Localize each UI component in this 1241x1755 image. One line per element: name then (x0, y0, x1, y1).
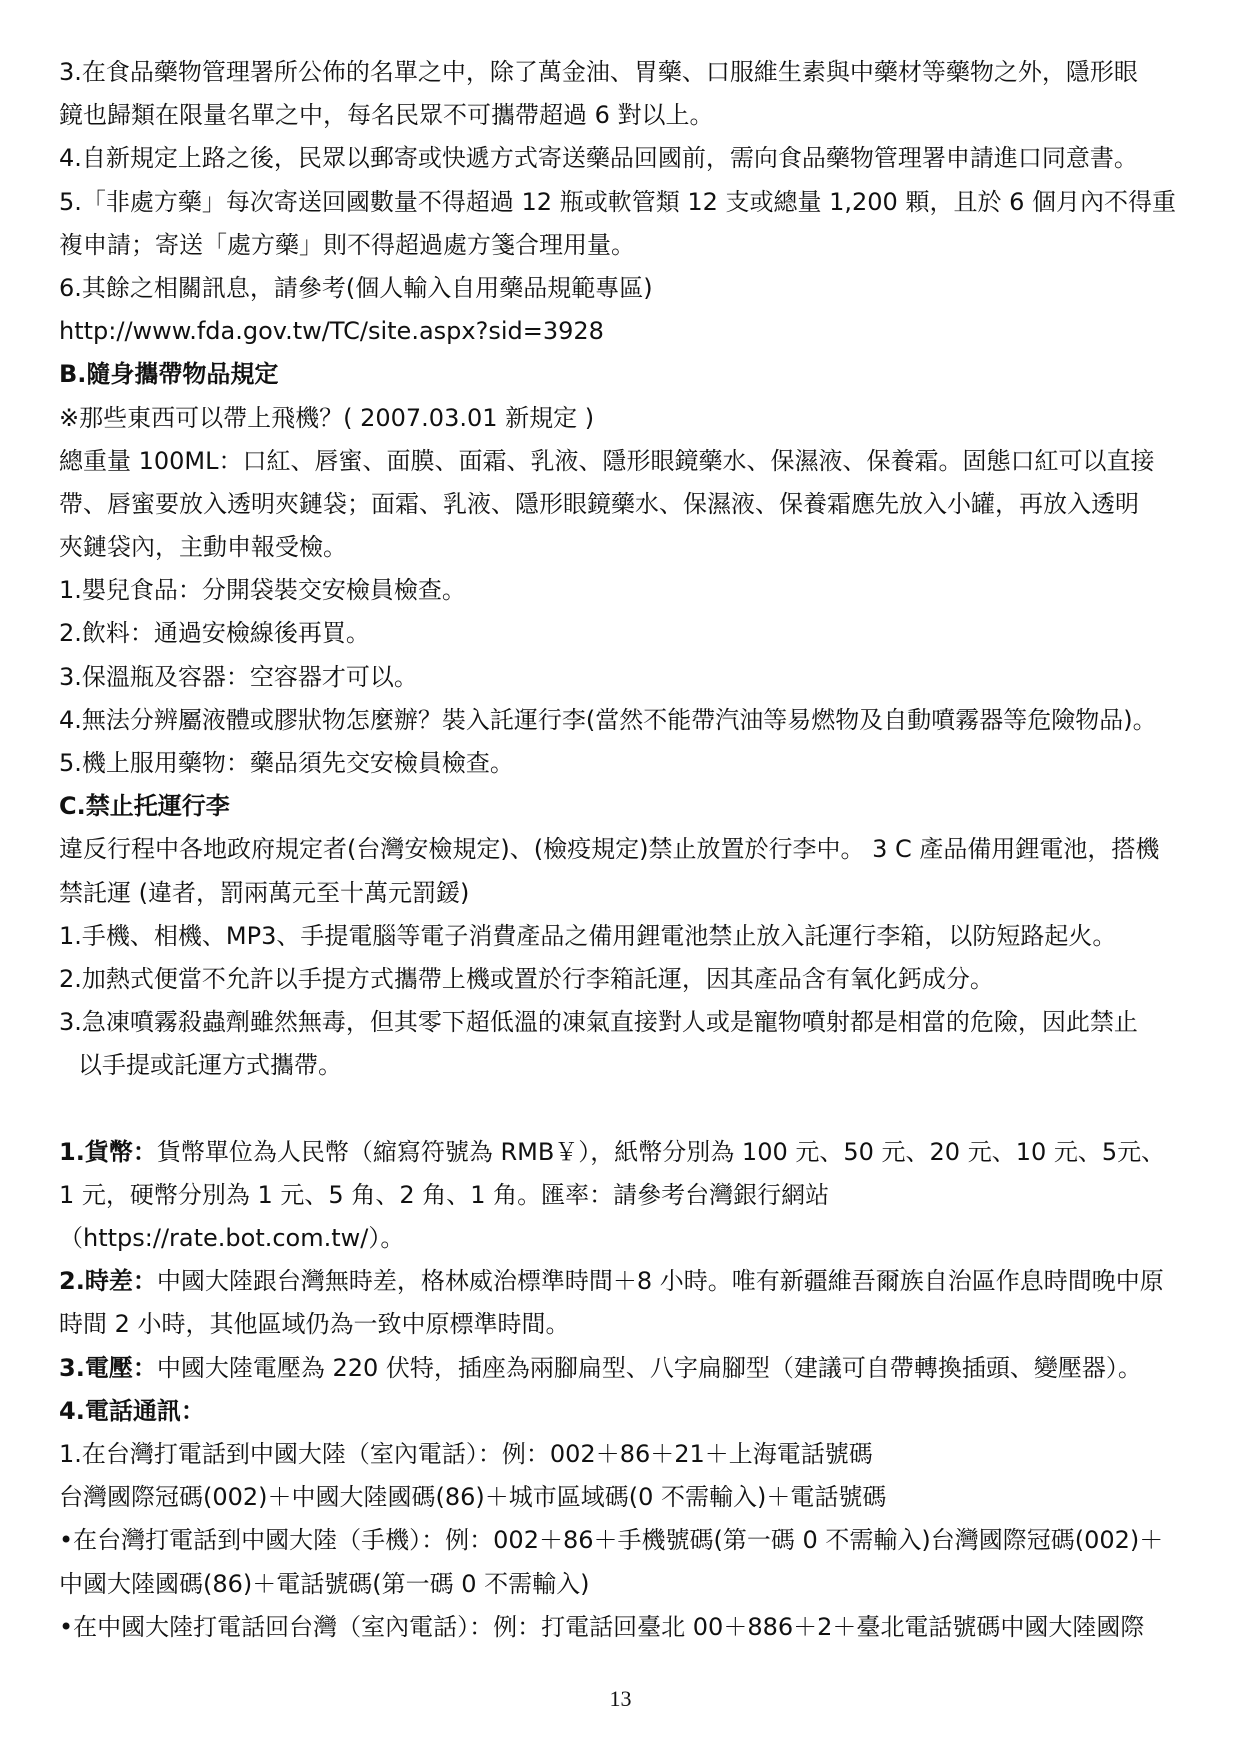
carry-on-liquids-line-1: 總重量 100ML：口紅、唇蜜、面膜、面霜、乳液、隱形眼鏡藥水、保濕液、保養霜。固態口紅可以直接 (59, 446, 1155, 475)
time-difference-label: 2.時差： (59, 1267, 157, 1296)
page-number: 13 (609, 1686, 632, 1711)
voltage-line (59, 1347, 1199, 1390)
fda-url: http://www.fda.gov.tw/TC/site.aspx?sid=3928 (59, 317, 604, 346)
carry-on-item-2: 2.飲料：通過安檢線後再買。 (59, 619, 370, 648)
telephone-line-1: 1.在台灣打電話到中國大陸（室內電話）：例：002＋86＋21＋上海電話號碼 (59, 1440, 873, 1468)
telephone-line-2: 台灣國際冠碼(002)＋中國大陸國碼(86)＋城市區域碼(0 不需輸入)＋電話號碼 (59, 1483, 887, 1512)
carry-on-item-1: 1.嬰兒食品：分開袋裝交安檢員檢查。 (59, 576, 466, 605)
section-spacer (59, 1088, 1199, 1131)
prohibited-item-2: 2.加熱式便當不允許以手提方式攜帶上機或置於行李箱託運，因其產品含有氧化鈣成分。 (59, 964, 994, 993)
carry-on-question: ※那些東西可以帶上飛機？( 2007.03.01 新規定 ) (59, 403, 595, 432)
medicine-rule-4: 4.自新規定上路之後，民眾以郵寄或快遞方式寄送藥品回國前，需向食品藥物管理署申請進口同意書。 (59, 144, 1138, 173)
medicine-rule-5-line-1: 5.「非處方藥」每次寄送回國數量不得超過 12 瓶或軟管類 12 支或總量 1,200 顆，且於 6 個月內不得重 (59, 187, 1176, 216)
prohibited-item-1: 1.手機、相機、MP3、手提電腦等電子消費產品之備用鋰電池禁止放入託運行李箱，以防短路起火。 (59, 921, 1117, 950)
telephone-line-3: •在台灣打電話到中國大陸（手機）：例：002＋86＋手機號碼(第一碼 0 不需輸入)台灣國際冠碼(002)＋ (59, 1526, 1164, 1555)
currency-line-3: （https://rate.bot.com.tw/）。 (59, 1224, 405, 1253)
medicine-rule-5-line-2: 複申請；寄送「處方藥」則不得超過處方箋合理用量。 (59, 230, 635, 259)
time-difference-line-2: 時間 2 小時，其他區域仍為一致中原標準時間。 (59, 1310, 570, 1339)
carry-on-heading: B.隨身攜帶物品規定 (59, 360, 279, 389)
carry-on-liquids-line-3: 夾鏈袋內，主動申報受檢。 (59, 533, 347, 562)
time-difference-text: 中國大陸跟台灣無時差，格林威治標準時間＋8 小時。唯有新疆維吾爾族自治區作息時間晚中原 (156, 1267, 1164, 1296)
currency-line-1 (59, 1131, 1199, 1174)
telephone-label: 4.電話通訊： (59, 1396, 205, 1425)
page-content (59, 51, 1199, 1649)
carry-on-liquids-line-2: 帶、唇蜜要放入透明夾鏈袋；面霜、乳液、隱形眼鏡藥水、保濕液、保養霜應先放入小罐，再放入透明 (59, 489, 1139, 518)
prohibited-heading: C.禁止托運行李 (59, 792, 230, 821)
prohibited-intro-line-2: 禁託運 (違者，罰兩萬元至十萬元罰鍰) (59, 878, 470, 907)
carry-on-item-5: 5.機上服用藥物：藥品須先交安檢員檢查。 (59, 749, 514, 777)
prohibited-item-3-line-1: 3.急凍噴霧殺蟲劑雖然無毒，但其零下超低溫的凍氣直接對人或是寵物噴射都是相當的危險，因此禁止 (59, 1008, 1138, 1037)
medicine-rule-6: 6.其餘之相關訊息，請參考(個人輸入自用藥品規範專區) (59, 273, 653, 302)
prohibited-intro-line-1: 違反行程中各地政府規定者(台灣安檢規定)、(檢疫規定)禁止放置於行李中。 3 C 產品備用鋰電池，搭機 (59, 835, 1160, 864)
time-difference-line-1 (59, 1260, 1199, 1303)
prohibited-item-3-line-2: 以手提或託運方式攜帶。 (78, 1051, 342, 1080)
carry-on-item-3: 3.保溫瓶及容器：空容器才可以。 (59, 662, 418, 691)
telephone-line-4: 中國大陸國碼(86)＋電話號碼(第一碼 0 不需輸入) (59, 1569, 590, 1598)
telephone-line-5: •在中國大陸打電話回台灣（室內電話）：例：打電話回臺北 00＋886＋2＋臺北電話號碼中國大陸國際 (59, 1612, 1145, 1641)
voltage-text: 中國大陸電壓為 220 伏特，插座為兩腳扁型、八字扁腳型（建議可自帶轉換插頭、變壓器）。 (156, 1353, 1142, 1382)
currency-line-2: 1 元，硬幣分別為 1 元、5 角、2 角、1 角。匯率：請參考台灣銀行網站 (59, 1180, 830, 1209)
medicine-rule-3-line-2: 鏡也歸類在限量名單之中，每名民眾不可攜帶超過 6 對以上。 (59, 101, 714, 130)
medicine-rule-3-line-1: 3.在食品藥物管理署所公佈的名單之中，除了萬金油、胃藥、口服維生素與中藥材等藥物之外，隱形眼 (59, 58, 1138, 86)
currency-text: 貨幣單位為人民幣（縮寫符號為 RMB￥），紙幣分別為 100 元、50 元、20 元、10 元、5元、 (156, 1137, 1166, 1166)
currency-label: 1.貨幣： (59, 1137, 157, 1166)
voltage-label: 3.電壓： (59, 1353, 157, 1382)
carry-on-item-4: 4.無法分辨屬液體或膠狀物怎麼辦？裝入託運行李(當然不能帶汽油等易燃物及自動噴霧器等危險物品)。 (59, 705, 1157, 734)
